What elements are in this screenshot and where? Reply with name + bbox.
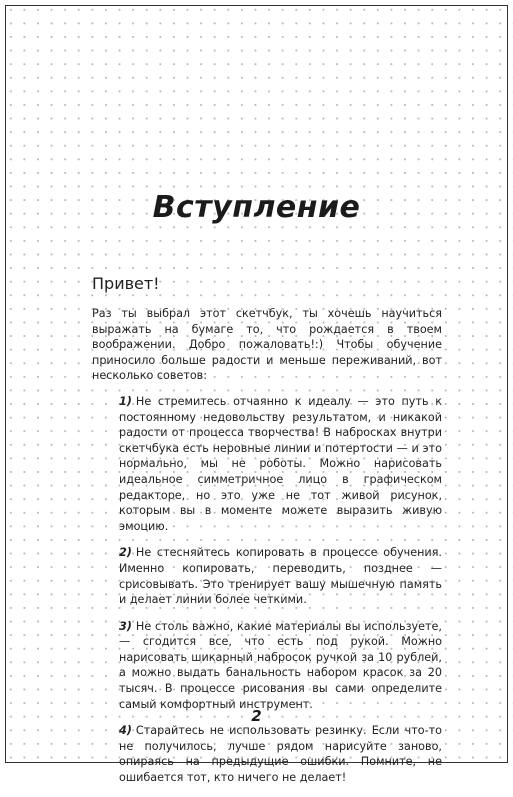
tip-3 xyxy=(119,619,442,713)
tip-text: Не стремитесь отчаянно к идеалу — это путь к постоянному недовольству результатом, и никакой радости от процесса творчества! В набросках внутри скетчбука есть неровные линии и потертости — и это нормально, мы не роботы. Можно нарисовать идеальное симметричное лицо в графическом редакторе, но это уже не тот живой рисунок, которым вы в моменте можете выразить живую эмоцию. xyxy=(119,394,442,533)
tip-text: Старайтесь не использовать резинку. Если что-то не получилось, лучше рядом нарисуйте заново, опираясь на предыдущие ошибки. Помните, не ошибается тот, кто ничего не делает! xyxy=(119,724,442,785)
tip-number: 4) xyxy=(119,724,132,738)
tip-number: 1) xyxy=(119,394,132,408)
tip-number: 3) xyxy=(119,619,132,633)
page-title: Вступление xyxy=(152,190,361,225)
tip-text: Не столь важно, какие материалы вы используете, — сгодится все, что есть под рукой. Можно нарисовать шикарный набросок ручкой за 10 рублей, а можно выдать банальность набором красок за 20 тысяч. В процессе рисования вы сами определите самый комфортный инструмент. xyxy=(119,619,442,711)
tip-1 xyxy=(119,394,442,534)
tip-4 xyxy=(119,723,442,785)
tip-text: Не стесняйтесь копировать в процессе обучения. Именно копировать, переводить, позднее — срисовывать. Это тренирует вашу мышечную память и делает линии более четкими. xyxy=(119,546,442,607)
intro-paragraph: Раз ты выбрал этот скетчбук, ты хочешь научиться выражать на бумаге то, что рождается в твоем воображении. Добро пожаловать!:) Чтобы обучение приносило больше радости и меньше переживаний, вот несколько советов: xyxy=(92,307,442,383)
greeting-heading: Привет! xyxy=(92,274,160,293)
page-number: 2 xyxy=(251,707,262,725)
tip-number: 2) xyxy=(119,546,132,560)
tip-2 xyxy=(119,545,442,607)
